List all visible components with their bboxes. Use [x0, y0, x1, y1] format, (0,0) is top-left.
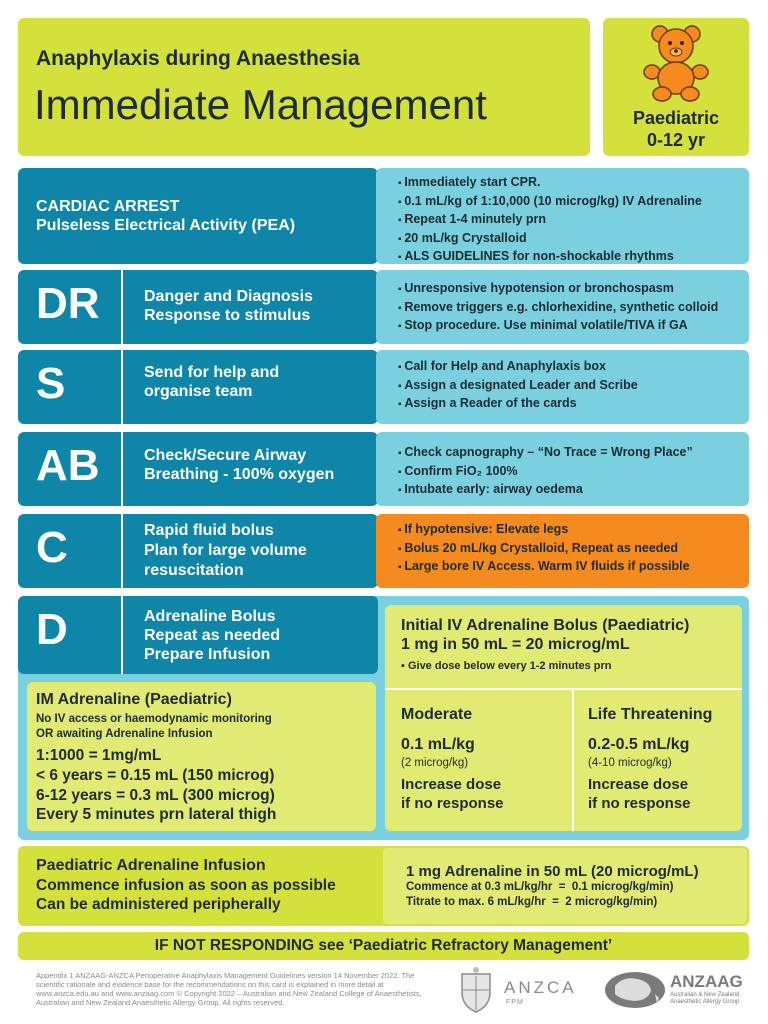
refractory-banner [18, 932, 749, 960]
im-under6: < 6 years = 0.15 mL (150 microg) [36, 767, 275, 784]
iv-bolus-title: Initial IV Adrenaline Bolus (Paediatric) [401, 617, 690, 634]
cardiac-arrest-subheading: Pulseless Electrical Activity (PEA) [36, 217, 296, 234]
paediatric-badge [603, 18, 749, 156]
s-line2: organise team [144, 383, 253, 400]
anzca-logo [456, 966, 586, 1014]
iv-bolus-box [385, 605, 742, 831]
infusion-concentration: 1 mg Adrenaline in 50 mL (20 microg/mL) [406, 863, 699, 880]
moderate-dose: 0.1 mL/kg [401, 736, 475, 753]
list-item: ▪ Assign a Reader of the cards [398, 395, 749, 414]
c-actions [376, 514, 749, 588]
list-item: ▪ Stop procedure. Use minimal volatile/TIVA if GA [398, 317, 749, 336]
dr-line1: Danger and Diagnosis [144, 288, 313, 305]
moderate-action2: if no response [401, 795, 504, 812]
infusion-title: Paediatric Adrenaline Infusion [36, 857, 266, 874]
d-letter: D [36, 605, 68, 654]
iv-bolus-dose: 1 mg in 50 mL = 20 microg/mL [401, 636, 630, 653]
c-line1: Rapid fluid bolus [144, 522, 274, 539]
anzca-crest-icon [456, 966, 496, 1014]
list-item: ▪ 20 mL/kg Crystalloid [398, 230, 749, 249]
infusion-line2: Can be administered peripherally [36, 896, 281, 913]
list-item: ▪ Confirm FiO₂ 100% [398, 463, 749, 482]
d-panel [18, 596, 378, 674]
list-item: ▪ Check capnography – “No Trace = Wrong Place” [398, 444, 749, 463]
life-sub: (4-10 microg/kg) [588, 757, 672, 769]
page-title: Immediate Management [34, 81, 487, 128]
anzca-sub: FPM [506, 999, 524, 1006]
d-line3: Prepare Infusion [144, 646, 271, 663]
cardiac-arrest-list [398, 174, 749, 267]
list-item: ▪ Unresponsive hypotension or bronchospasm [398, 280, 749, 299]
im-title: IM Adrenaline (Paediatric) [36, 691, 232, 708]
list-item: ▪ Bolus 20 mL/kg Crystalloid, Repeat as needed [398, 540, 749, 559]
im-note2: OR awaiting Adrenaline Infusion [36, 728, 213, 740]
anzaag-sub1: Australian & New Zealand [670, 992, 740, 998]
teddy-bear-icon [642, 24, 710, 102]
refractory-text: IF NOT RESPONDING see ‘Paediatric Refractory Management’ [154, 937, 613, 954]
moderate-action1: Increase dose [401, 776, 502, 793]
list-item: ▪ If hypotensive: Elevate legs [398, 521, 749, 540]
cardiac-arrest-panel [18, 168, 378, 264]
ab-list [398, 444, 749, 500]
c-letter: C [36, 523, 68, 572]
header-title-panel [18, 18, 590, 156]
list-item: ▪ Repeat 1-4 minutely prn [398, 211, 749, 230]
badge-age: 0-12 yr [646, 130, 706, 150]
ab-panel [18, 432, 378, 506]
anzaag-wordmark: ANZAAG [670, 972, 743, 991]
moderate-heading: Moderate [401, 706, 473, 723]
s-list [398, 358, 749, 414]
infusion-line1: Commence infusion as soon as possible [36, 877, 336, 894]
list-item: ▪ Immediately start CPR. [398, 174, 749, 193]
moderate-sub: (2 microg/kg) [401, 757, 469, 769]
anzaag-logo [603, 970, 749, 1012]
divider [385, 688, 742, 690]
dr-list [398, 280, 749, 336]
s-line1: Send for help and [144, 364, 280, 381]
dr-panel [18, 270, 378, 344]
divider [121, 432, 123, 506]
dr-letter: DR [36, 279, 100, 328]
c-panel [18, 514, 378, 588]
s-letter: S [36, 359, 66, 408]
infusion-max-rate: Titrate to max. 6 mL/kg/hr = 2 microg/kg/min) [406, 896, 658, 908]
list-item: ▪ Assign a designated Leader and Scribe [398, 377, 749, 396]
dr-line2: Response to stimulus [144, 307, 311, 324]
ab-actions [376, 432, 749, 506]
life-heading: Life Threatening [588, 706, 713, 723]
anzaag-map-icon [603, 970, 667, 1010]
im-note1: No IV access or haemodynamic monitoring [36, 713, 272, 725]
im-6-12: 6-12 years = 0.3 mL (300 microg) [36, 787, 275, 804]
header-subtitle: Anaphylaxis during Anaesthesia [36, 47, 360, 70]
ab-letter: AB [36, 441, 100, 490]
divider [121, 596, 123, 674]
list-item: ▪ ALS GUIDELINES for non-shockable rhythms [398, 248, 749, 267]
life-action2: if no response [588, 795, 691, 812]
im-ratio: 1:1000 = 1mg/mL [36, 747, 162, 764]
badge-label: Paediatric [632, 108, 720, 128]
c-line2: Plan for large volume [144, 542, 307, 559]
list-item: ▪ 0.1 mL/kg of 1:10,000 (10 microg/kg) IV Adrenaline [398, 193, 749, 212]
d-line2: Repeat as needed [144, 627, 281, 644]
list-item: ▪ Large bore IV Access. Warm IV fluids if possible [398, 558, 749, 577]
anzaag-sub2: Anaesthetic Allergy Group [670, 999, 740, 1005]
s-panel [18, 350, 378, 424]
dr-actions [376, 270, 749, 344]
im-every: Every 5 minutes prn lateral thigh [36, 806, 277, 823]
s-actions [376, 350, 749, 424]
list-item: ▪ Call for Help and Anaphylaxis box [398, 358, 749, 377]
divider [121, 270, 123, 344]
divider [121, 350, 123, 424]
infusion-dosing-box [383, 848, 747, 924]
list-item: ▪ Remove triggers e.g. chlorhexidine, synthetic colloid [398, 299, 749, 318]
cardiac-arrest-heading: CARDIAC ARREST [36, 198, 180, 215]
anzca-wordmark: ANZCA [504, 978, 577, 997]
c-list [398, 521, 749, 577]
c-line3: resuscitation [144, 562, 244, 579]
d-line1: Adrenaline Bolus [144, 608, 276, 625]
iv-bolus-note: ▪ Give dose below every 1-2 minutes prn [401, 660, 612, 672]
cardiac-arrest-actions [376, 168, 749, 264]
footer-text: Appendix 1 ANZAAG-ANZCA Perioperative Anaphylaxis Management Guidelines version 14 November 2022. The scientific rationale and evidence base for the recommendations on this card is explained in more detail at www.anzca.edu.au and www.anzaag.com © Copyright 2022 – Australian and New Zealand College of Anaesthetists, Australian and New Zealand Anaesthetic Allergy Group. All rights reserved. [36, 971, 422, 1007]
ab-line1: Check/Secure Airway [144, 447, 307, 464]
ab-line2: Breathing - 100% oxygen [144, 466, 335, 483]
list-item: ▪ Intubate early: airway oedema [398, 481, 749, 500]
life-action1: Increase dose [588, 776, 689, 793]
infusion-start-rate: Commence at 0.3 mL/kg/hr = 0.1 microg/kg/min) [406, 881, 674, 893]
im-adrenaline-box [27, 682, 376, 831]
life-dose: 0.2-0.5 mL/kg [588, 736, 690, 753]
divider [121, 514, 123, 588]
divider [572, 688, 574, 831]
